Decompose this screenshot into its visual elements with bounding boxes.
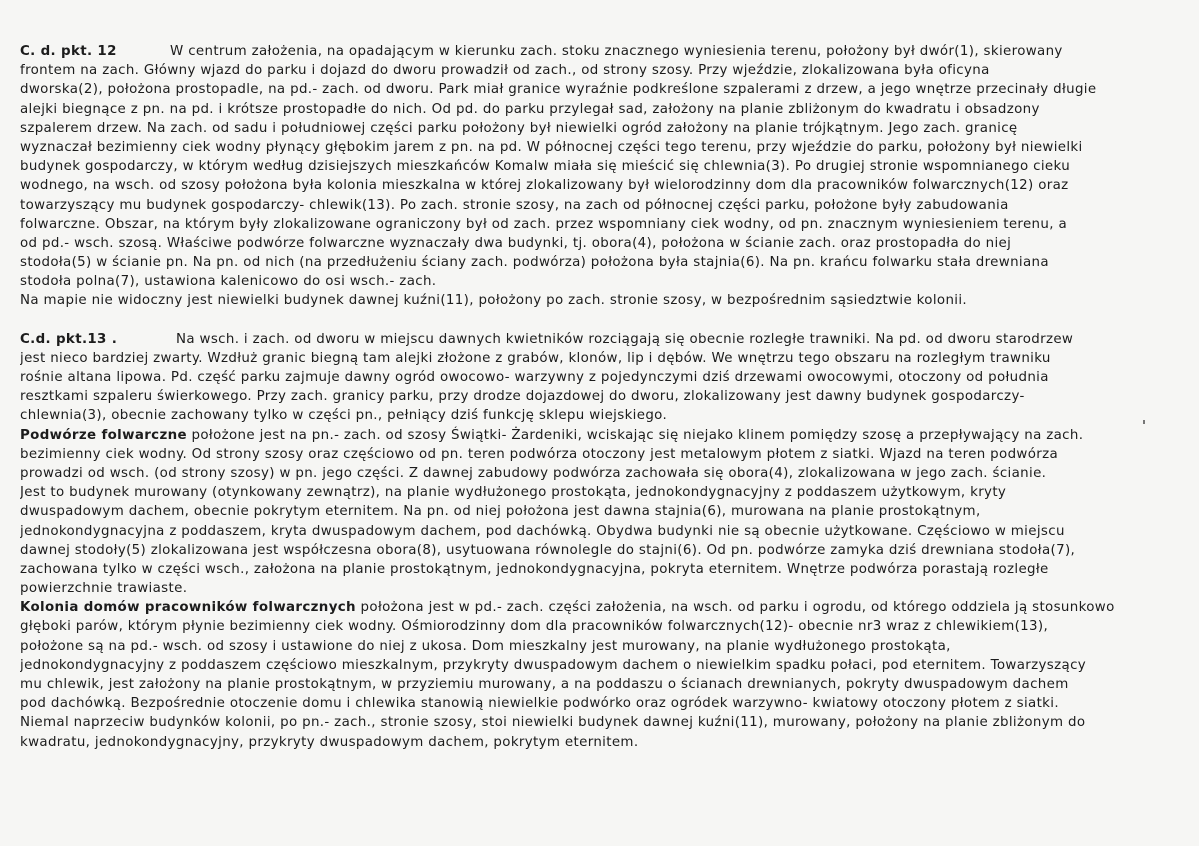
text-line: szpalerem drzew. Na zach. od sadu i południowej części parku położony był niewielki ogród założony na planie trójkątnym. Jego zach. granicę: [20, 120, 1018, 136]
scan-speck-mark: [1143, 420, 1145, 424]
text-line: pod dachówką. Bezpośrednie otoczenie domu i chlewika stanowią niewielkie podwórko oraz ogródek warzywno- kwiatowy otoczony płotem z siatki.: [20, 696, 1059, 712]
subsection-title-kolonia: Kolonia domów pracowników folwarcznych: [20, 600, 356, 616]
text-line: jest nieco bardziej zwarty. Wzdłuż granic biegną tam alejki złożone z grabów, klonów, lip i dębów. We wnętrzu tego obszaru na rozległym trawniku: [20, 350, 1051, 366]
text-line: bezimienny ciek wodny. Od strony szosy oraz częściowo od pn. teren podwórza otoczony jest metalowym płotem z siatki. Wjazd na teren podwórza: [20, 446, 1059, 462]
text-line: C. d. pkt. 12 W centrum założenia, na opadającym w kierunku zach. stoku znacznego wyniesienia terenu, położony był dwór(1), skierowany: [20, 42, 1182, 61]
text-line: Kolonia domów pracowników folwarcznych położona jest w pd.- zach. części założenia, na wsch. od parku i ogrodu, od którego oddziela ją stosunkowo: [20, 600, 1115, 616]
text-line: wyznaczał bezimienny ciek wodny płynący głębokim jarem z pn. na pd. W północnej części tego terenu, przy wjeździe do parku, położony był niewielki: [20, 139, 1083, 155]
document-page: [20, 42, 1182, 752]
text-line: rośnie altana lipowa. Pd. część parku zajmuje dawny ogród owocowo- warzywny z pojedynczymi dziś drzewami owocowymi, otoczony od południa: [20, 370, 1049, 385]
text-line: głęboki parów, którym płynie bezimienny ciek wodny. Ośmiorodzinny dom dla pracowników folwarcznych(12)- obecnie nr3 wraz z chlewikiem(13),: [20, 619, 1049, 635]
paragraph-gap: [20, 311, 1182, 330]
section-13: [20, 330, 1182, 752]
text-line: jednokondygnacyjna z poddaszem, kryta dwuspadowym dachem, pod dachówką. Obydwa budynki nie są obecnie użytkowane. Częściowo w miejscu: [20, 523, 1065, 539]
text-line: od pd.- wsch. szosą. Właściwe podwórze folwarczne wyznaczały dwa budynki, tj. obora(4), położona w ścianie zach. oraz prostopadła do niej: [20, 235, 1012, 251]
text-line: jednokondygnacyjny z poddaszem częściowo mieszkalnym, przykryty dwuspadowym dachem o niewielkim spadku połaci, pod eternitem. Towarzyszący: [20, 657, 1087, 673]
text-line: stodoła polna(7), ustawiona kalenicowo do osi wsch.- zach.: [20, 274, 437, 290]
text-line: stodoła(5) w ścianie pn. Na pn. od nich (na przedłużeniu ściany zach. podwórza) położona była stajnia(6). Na pn. krańcu folwarku stała drewniana: [20, 255, 1049, 271]
section-heading: C. d. pkt. 12: [20, 44, 117, 59]
subsection-title-podworze: Podwórze folwarczne: [20, 427, 187, 443]
text-line: dwuspadowym dachem, obecnie pokrytym eternitem. Na pn. od niej położona jest dawna stajnia(6), murowana na planie prostokątnym,: [20, 504, 981, 520]
text-line: zachowana tylko w części wsch., założona na planie prostokątnym, jednokondygnacyjna, pokryta eternitem. Wnętrze podwórza porastają rozległe: [20, 561, 1049, 577]
text-line: powierzchnie trawiaste.: [20, 581, 188, 597]
text-line: Na mapie nie widoczny jest niewielki budynek dawnej kuźni(11), położony po zach. stronie szosy, w bezpośrednim sąsiedztwie kolonii.: [20, 293, 968, 309]
text-line: frontem na zach. Główny wjazd do parku i dojazd do dworu prowadził od zach., od strony szosy. Przy wjeździe, zlokalizowana była oficyna: [20, 63, 990, 79]
text-line: C.d. pkt.13 . Na wsch. i zach. od dworu w miejscu dawnych kwietników rozciągają się obecnie rozległe trawniki. Na pd. od dworu starodrzew: [20, 330, 1182, 349]
text-line: mu chlewik, jest założony na planie prostokątnym, w przyziemiu murowany, a na poddaszu o ścianach drewnianych, pokryty dwuspadowym dachem: [20, 677, 1069, 692]
text-line: Jest to budynek murowany (otynkowany zewnątrz), na planie wydłużonego prostokąta, jednokondygnacyjny z poddaszem użytkowym, kryty: [20, 485, 1007, 501]
text-line: dworska(2), położona prostopadle, na pd.- zach. od dworu. Park miał granice wyraźnie podkreślone szpalerami z drzew, a jego wnętrze przecinały długie: [20, 82, 1097, 98]
text-line: Podwórze folwarczne położone jest na pn.- zach. od szosy Świątki- Żardeniki, wciskając się niejako klinem pomiędzy szosę a przepływający na zach.: [20, 427, 1084, 443]
text-line: budynek gospodarczy, w którym według dzisiejszych mieszkańców Komalw miała się mieścić się chlewnia(3). Po drugiej stronie wspomnianego cieku: [20, 159, 1071, 175]
text-line: Niemal naprzeciw budynków kolonii, po pn.- zach., stronie szosy, stoi niewielki budynek dawnej kuźni(11), murowany, położony na planie zbliżonym do: [20, 715, 1086, 731]
text-line: prowadzi od wsch. (od strony szosy) w pn. jego części. Z dawnej zabudowy podwórza zachowała się obora(4), zlokalizowana w jego zach. ścianie.: [20, 465, 1047, 481]
section-12: [20, 42, 1182, 311]
text-line: położone są na pd.- wsch. od szosy i ustawione do niej z ukosa. Dom mieszkalny jest murowany, na planie wydłużonego prostokąta,: [20, 638, 951, 654]
text-line: towarzyszący mu budynek gospodarczy- chlewik(13). Po zach. stronie szosy, na zach od północnej części parku, położone były zabudowania: [20, 197, 1009, 213]
text-line: wodnego, na wsch. od szosy położona była kolonia mieszkalna w której zlokalizowany był wielorodzinny dom dla pracowników folwarcznych(12) oraz: [20, 178, 1069, 194]
section-heading: C.d. pkt.13 .: [20, 331, 118, 347]
text-line: folwarczne. Obszar, na którym były zlokalizowane ograniczony był od zach. przez wspomniany ciek wodny, od pn. znacznym wyniesieniem terenu, a: [20, 216, 1068, 232]
text-line: resztkami szpaleru świerkowego. Przy zach. granicy parku, przy drodze dojazdowej do dworu, zlokalizowany jest dawny budynek gospodarczy-: [20, 389, 1025, 405]
text-line: kwadratu, jednokondygnacyjny, przykryty dwuspadowym dachem, pokrytym eternitem.: [20, 734, 639, 750]
text-line: alejki biegnące z pn. na pd. i krótsze prostopadłe do nich. Od pd. do parku przylegał sad, założony na planie zbliżonym do kwadratu i obsadzony: [20, 101, 1040, 117]
text-line: dawnej stodoły(5) zlokalizowana jest współczesna obora(8), usytuowana równolegle do stajni(6). Od pn. podwórze zamyka dziś drewniana stodoła(7),: [20, 542, 1076, 558]
text-line: chlewnia(3), obecnie zachowany tylko w części pn., pełniący dziś funkcję sklepu wiejskiego.: [20, 408, 668, 424]
